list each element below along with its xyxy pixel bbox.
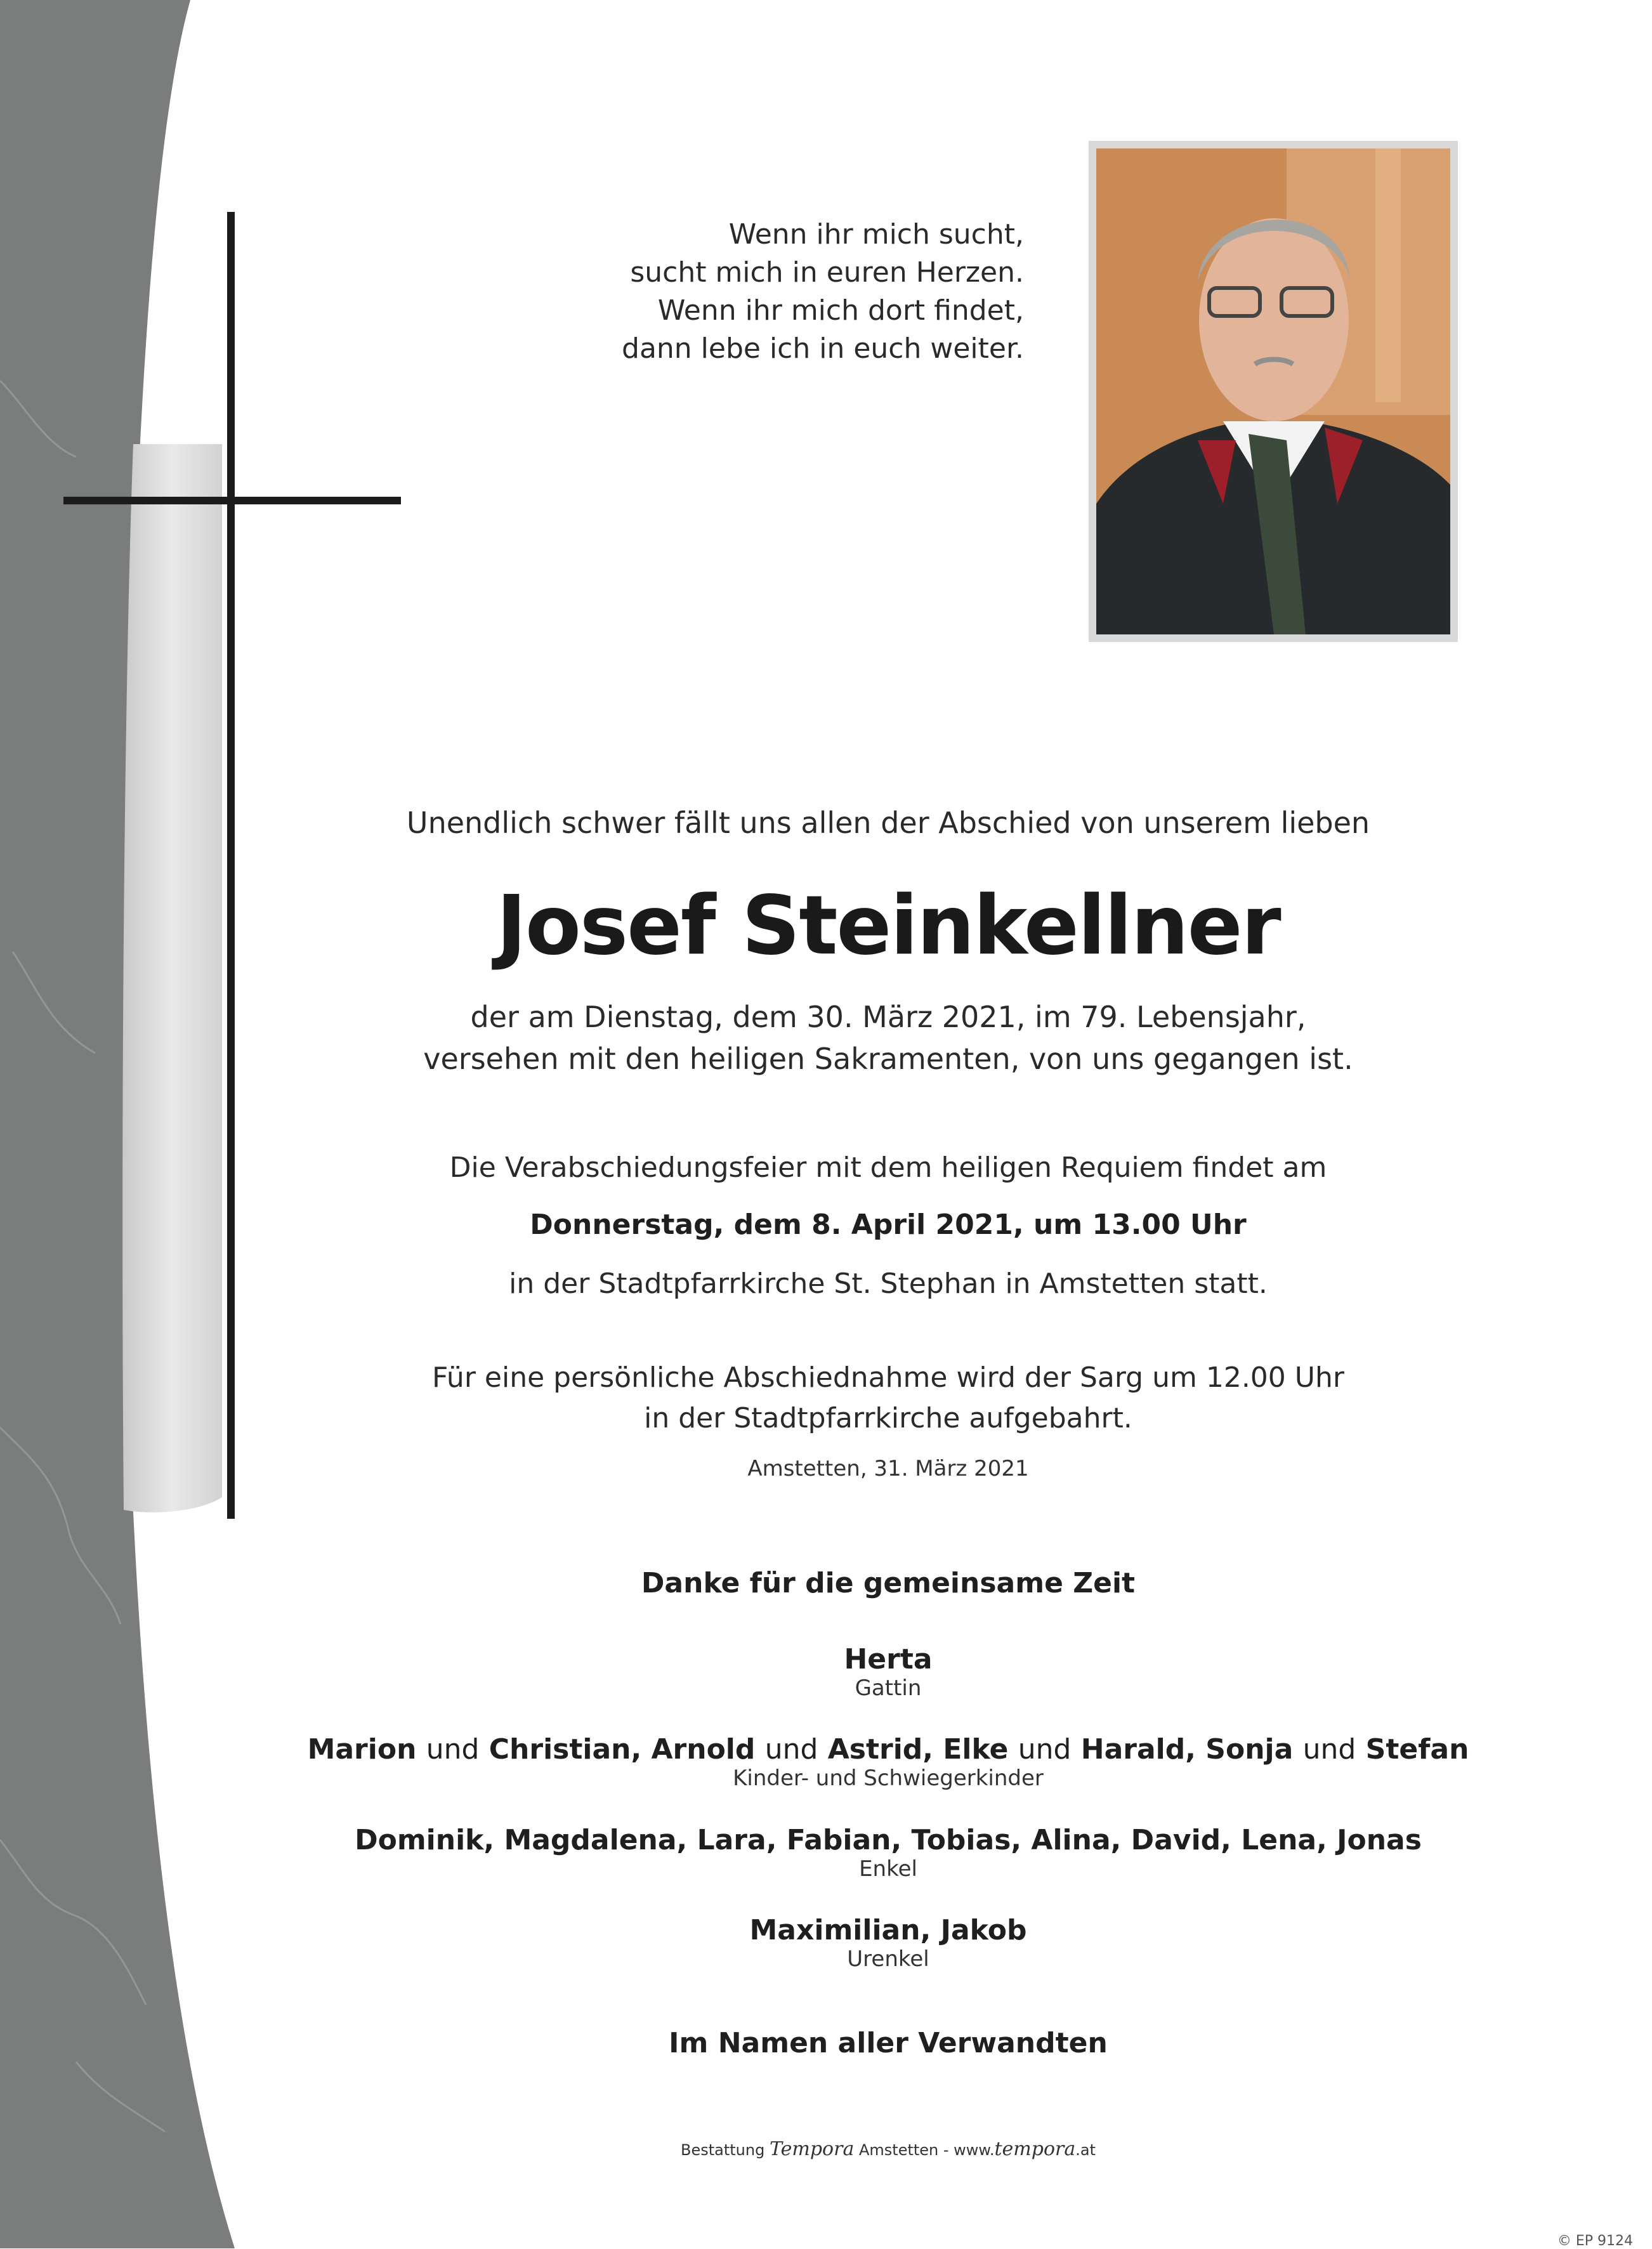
footer-website-brand: tempora: [994, 2138, 1076, 2160]
footer-brand: Tempora: [769, 2138, 855, 2160]
cross-vertical-bar: [227, 212, 235, 1519]
footer-middle: Amstetten - www.: [858, 2141, 995, 2159]
memorial-verse: [542, 216, 1024, 368]
funeral-home-footer: [266, 2138, 1510, 2160]
child-name: Stefan: [1365, 1733, 1469, 1766]
child-name: Christian, Arnold: [488, 1733, 756, 1766]
viewing-line: in der Stadtpfarrkirche aufgebahrt.: [644, 1402, 1132, 1434]
death-line: der am Dienstag, dem 30. März 2021, im 79. Lebensjahr,: [470, 1000, 1306, 1034]
ceremony-text: Die Verabschiedungsfeier mit dem heiligen Requiem findet am: [449, 1151, 1327, 1184]
family-children: [266, 1733, 1510, 1791]
deceased-name: Josef Steinkellner: [496, 879, 1280, 973]
verse-line: dann lebe ich in euch weiter.: [622, 332, 1024, 365]
children-names: [266, 1733, 1510, 1766]
verse-line: Wenn ihr mich dort findet,: [657, 294, 1024, 327]
marble-side-panel: [0, 0, 241, 2248]
death-line: versehen mit den heiligen Sakramenten, von uns gegangen ist.: [423, 1042, 1353, 1076]
intro-text: Unendlich schwer fällt uns allen der Abschied von unserem lieben: [406, 806, 1370, 840]
family-great-grandchildren: [266, 1914, 1510, 1972]
portrait-photo: [1096, 148, 1450, 634]
closing-line: Im Namen aller Verwandten: [669, 2027, 1108, 2059]
death-notice: [266, 996, 1510, 1080]
great-grandchildren-relation: Urenkel: [847, 1946, 929, 1972]
place-and-date: Amstetten, 31. März 2021: [747, 1456, 1029, 1481]
child-name: Harald, Sonja: [1080, 1733, 1294, 1766]
footer-prefix: Bestattung: [681, 2141, 765, 2159]
ceremony-date: Donnerstag, dem 8. April 2021, um 13.00 Uhr: [530, 1209, 1247, 1241]
conjunction: und: [1018, 1733, 1072, 1766]
family-spouse: [266, 1643, 1510, 1701]
family-grandchildren: [266, 1824, 1510, 1882]
cross-horizontal-bar: [63, 497, 401, 504]
grandchildren-names: Dominik, Magdalena, Lara, Fabian, Tobias, Alina, David, Lena, Jonas: [355, 1824, 1422, 1856]
spouse-name: Herta: [844, 1643, 933, 1675]
spouse-relation: Gattin: [855, 1675, 922, 1701]
conjunction: und: [1302, 1733, 1356, 1766]
grandchildren-relation: Enkel: [859, 1856, 917, 1882]
verse-line: Wenn ihr mich sucht,: [728, 218, 1024, 251]
portrait-frame: [1089, 141, 1458, 642]
great-grandchildren-names: Maximilian, Jakob: [749, 1914, 1027, 1946]
copyright-note: © EP 9124: [1557, 2233, 1633, 2249]
footer-suffix: .at: [1075, 2141, 1096, 2159]
child-name: Astrid, Elke: [827, 1733, 1009, 1766]
thanks-heading: Danke für die gemeinsame Zeit: [641, 1567, 1136, 1599]
children-relation: Kinder- und Schwiegerkinder: [733, 1766, 1044, 1791]
child-name: Marion: [307, 1733, 417, 1766]
conjunction: und: [764, 1733, 818, 1766]
conjunction: und: [426, 1733, 480, 1766]
viewing-notice: [266, 1358, 1510, 1439]
viewing-line: Für eine persönliche Abschiednahme wird der Sarg um 12.00 Uhr: [432, 1361, 1344, 1394]
verse-line: sucht mich in euren Herzen.: [630, 256, 1024, 289]
ceremony-location: in der Stadtpfarrkirche St. Stephan in Amstetten statt.: [509, 1268, 1268, 1300]
